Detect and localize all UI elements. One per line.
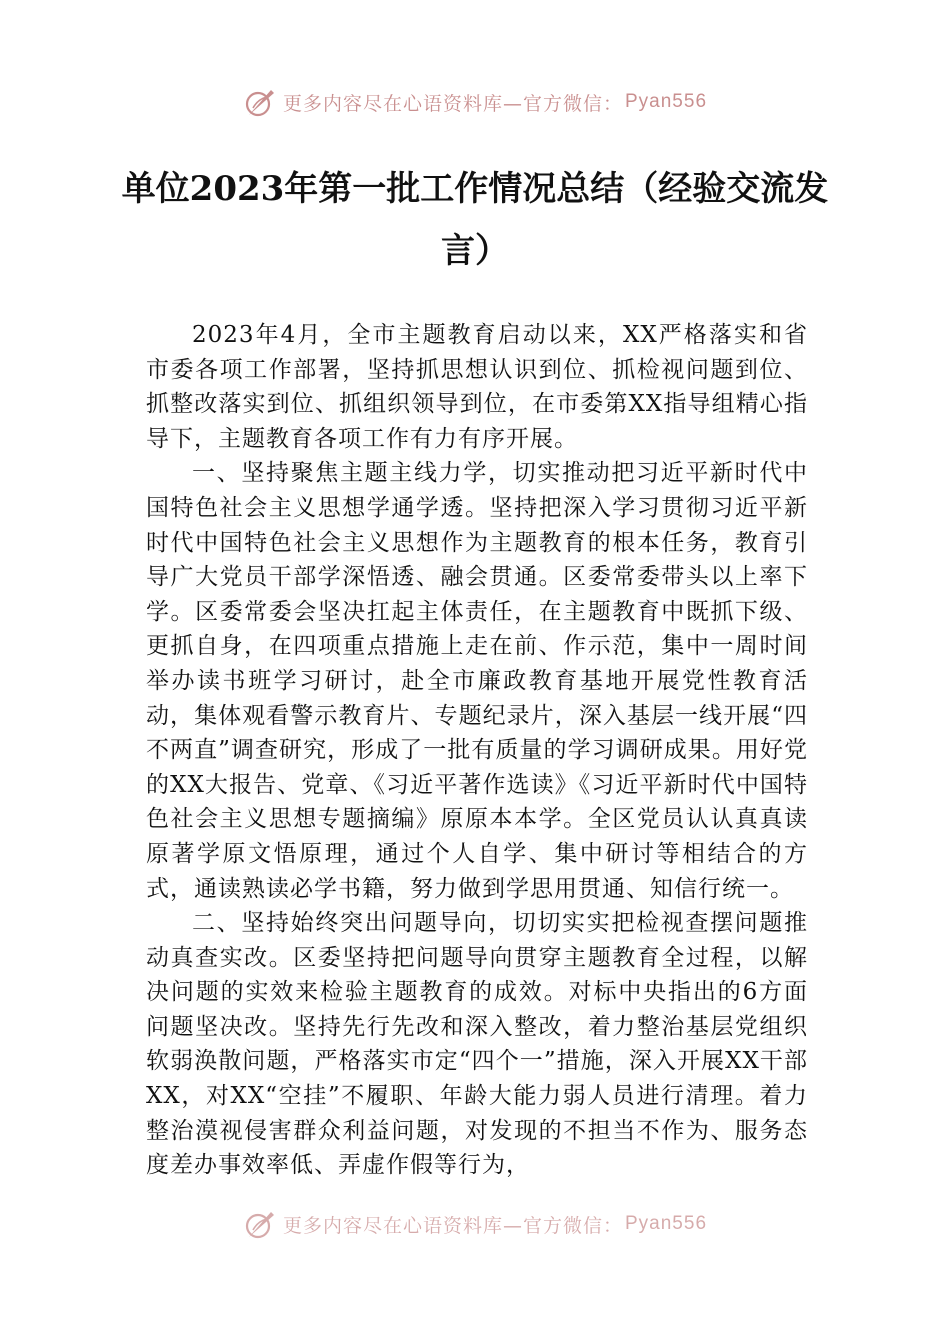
- watermark-footer: [0, 1206, 950, 1242]
- watermark-wechat-id: Pyan556: [625, 1213, 708, 1234]
- watermark-header: [0, 84, 950, 120]
- paragraph-intro: 2023年4月，全市主题教育启动以来，XX严格落实和省市委各项工作部署，坚持抓思想认识到位、抓检视问题到位、抓整改落实到位、抓组织领导到位，在市委第XX指导组精心指导下，主题教育各项工作有力有序开展。: [146, 322, 808, 452]
- watermark-wechat-id: Pyan556: [625, 91, 708, 112]
- paragraph-section-two: 二、坚持始终突出问题导向，切切实实把检视查摆问题推动真查实改。区委坚持把问题导向贯穿主题教育全过程，以解决问题的实效来检验主题教育的成效。对标中央指出的6方面问题坚决改。坚持先行先改和深入整改，着力整治基层党组织软弱涣散问题，严格落实市定“四个一”措施，深入开展XX干部XX，对XX“空挂”不履职、年龄大能力弱人员进行清理。着力整治漠视侵害群众利益问题，对发现的不担当不作为、服务态度差办事效率低、弄虚作假等行为，: [146, 910, 808, 1179]
- quill-logo-icon: [243, 85, 277, 119]
- watermark-text: 更多内容尽在心语资料库—官方微信：: [282, 92, 623, 115]
- quill-logo-icon: [243, 1207, 277, 1241]
- paragraph-section-one: 一、坚持聚焦主题主线力学，切实推动把习近平新时代中国特色社会主义思想学通学透。坚持把深入学习贯彻习近平新时代中国特色社会主义思想作为主题教育的根本任务，教育引导广大党员干部学深悟透、融会贯通。区委常委带头以上率下学。区委常委会坚决扛起主体责任，在主题教育中既抓下级、更抓自身，在四项重点措施上走在前、作示范，集中一周时间举办读书班学习研讨，赴全市廉政教育基地开展党性教育活动，集体观看警示教育片、专题纪录片，深入基层一线开展“四不两直”调查研究，形成了一批有质量的学习调研成果。用好党的XX大报告、党章、《习近平著作选读》《习近平新时代中国特色社会主义思想专题摘编》原原本本学。全区党员认认真真读原著学原文悟原理，通过个人自学、集中研讨等相结合的方式，通读熟读必学书籍，努力做到学思用贯通、知信行统一。: [146, 460, 808, 902]
- document-body: [146, 318, 808, 1218]
- document-title: 单位2023年第一批工作情况总结（经验交流发言）: [121, 169, 829, 271]
- watermark-text: 更多内容尽在心语资料库—官方微信：: [282, 1214, 623, 1237]
